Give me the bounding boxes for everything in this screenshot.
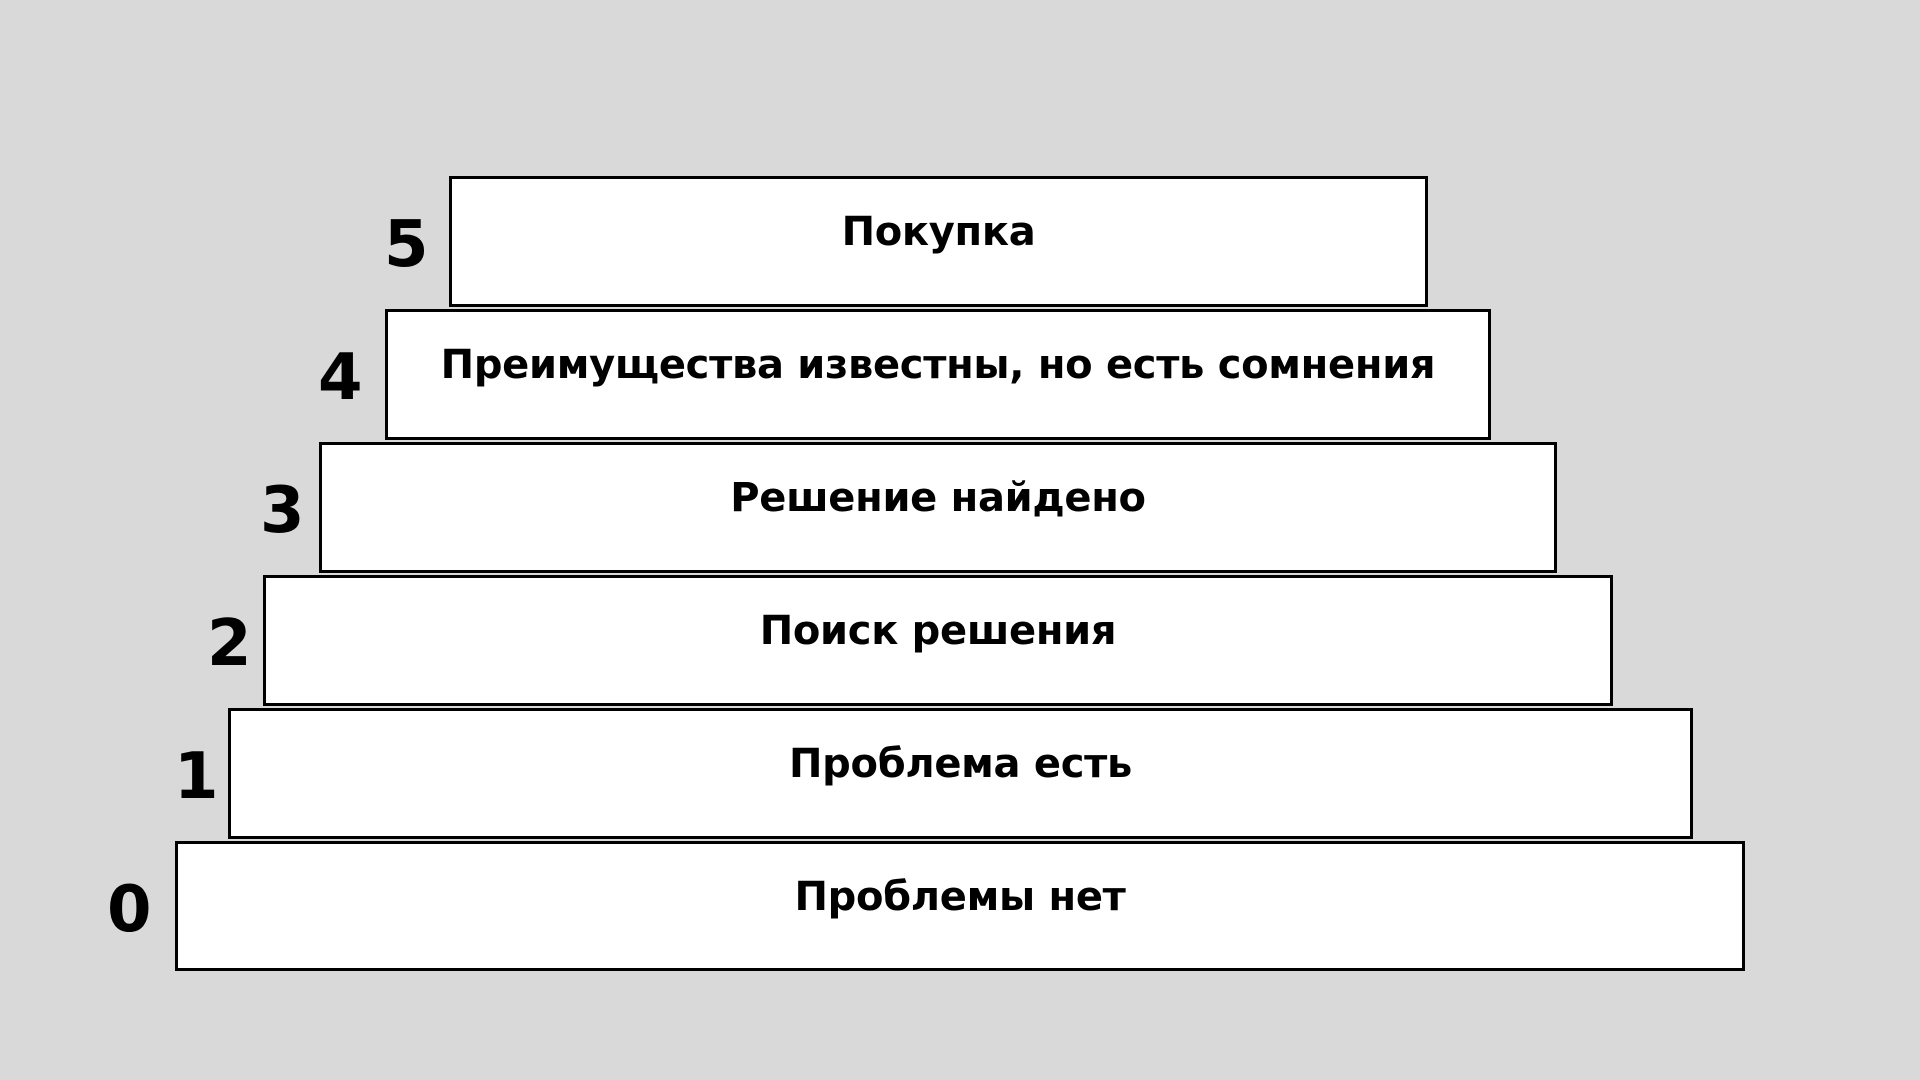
step-label-4: Преимущества известны, но есть сомнения bbox=[440, 342, 1436, 388]
step-box-1 bbox=[228, 708, 1693, 839]
step-number-3: 3 bbox=[260, 474, 305, 548]
step-number-1: 1 bbox=[174, 740, 219, 814]
step-number-0: 0 bbox=[107, 873, 152, 947]
step-label-3: Решение найдено bbox=[730, 475, 1146, 521]
step-number-2: 2 bbox=[207, 607, 252, 681]
step-box-5 bbox=[449, 176, 1428, 307]
step-label-1: Проблема есть bbox=[789, 741, 1132, 787]
step-number-5: 5 bbox=[384, 208, 429, 282]
step-box-4 bbox=[385, 309, 1491, 440]
step-label-5: Покупка bbox=[841, 209, 1036, 255]
step-box-0 bbox=[175, 841, 1745, 971]
step-label-0: Проблемы нет bbox=[794, 874, 1126, 920]
step-number-4: 4 bbox=[318, 341, 363, 415]
step-label-2: Поиск решения bbox=[759, 608, 1117, 654]
step-box-3 bbox=[319, 442, 1557, 573]
step-box-2 bbox=[263, 575, 1613, 706]
